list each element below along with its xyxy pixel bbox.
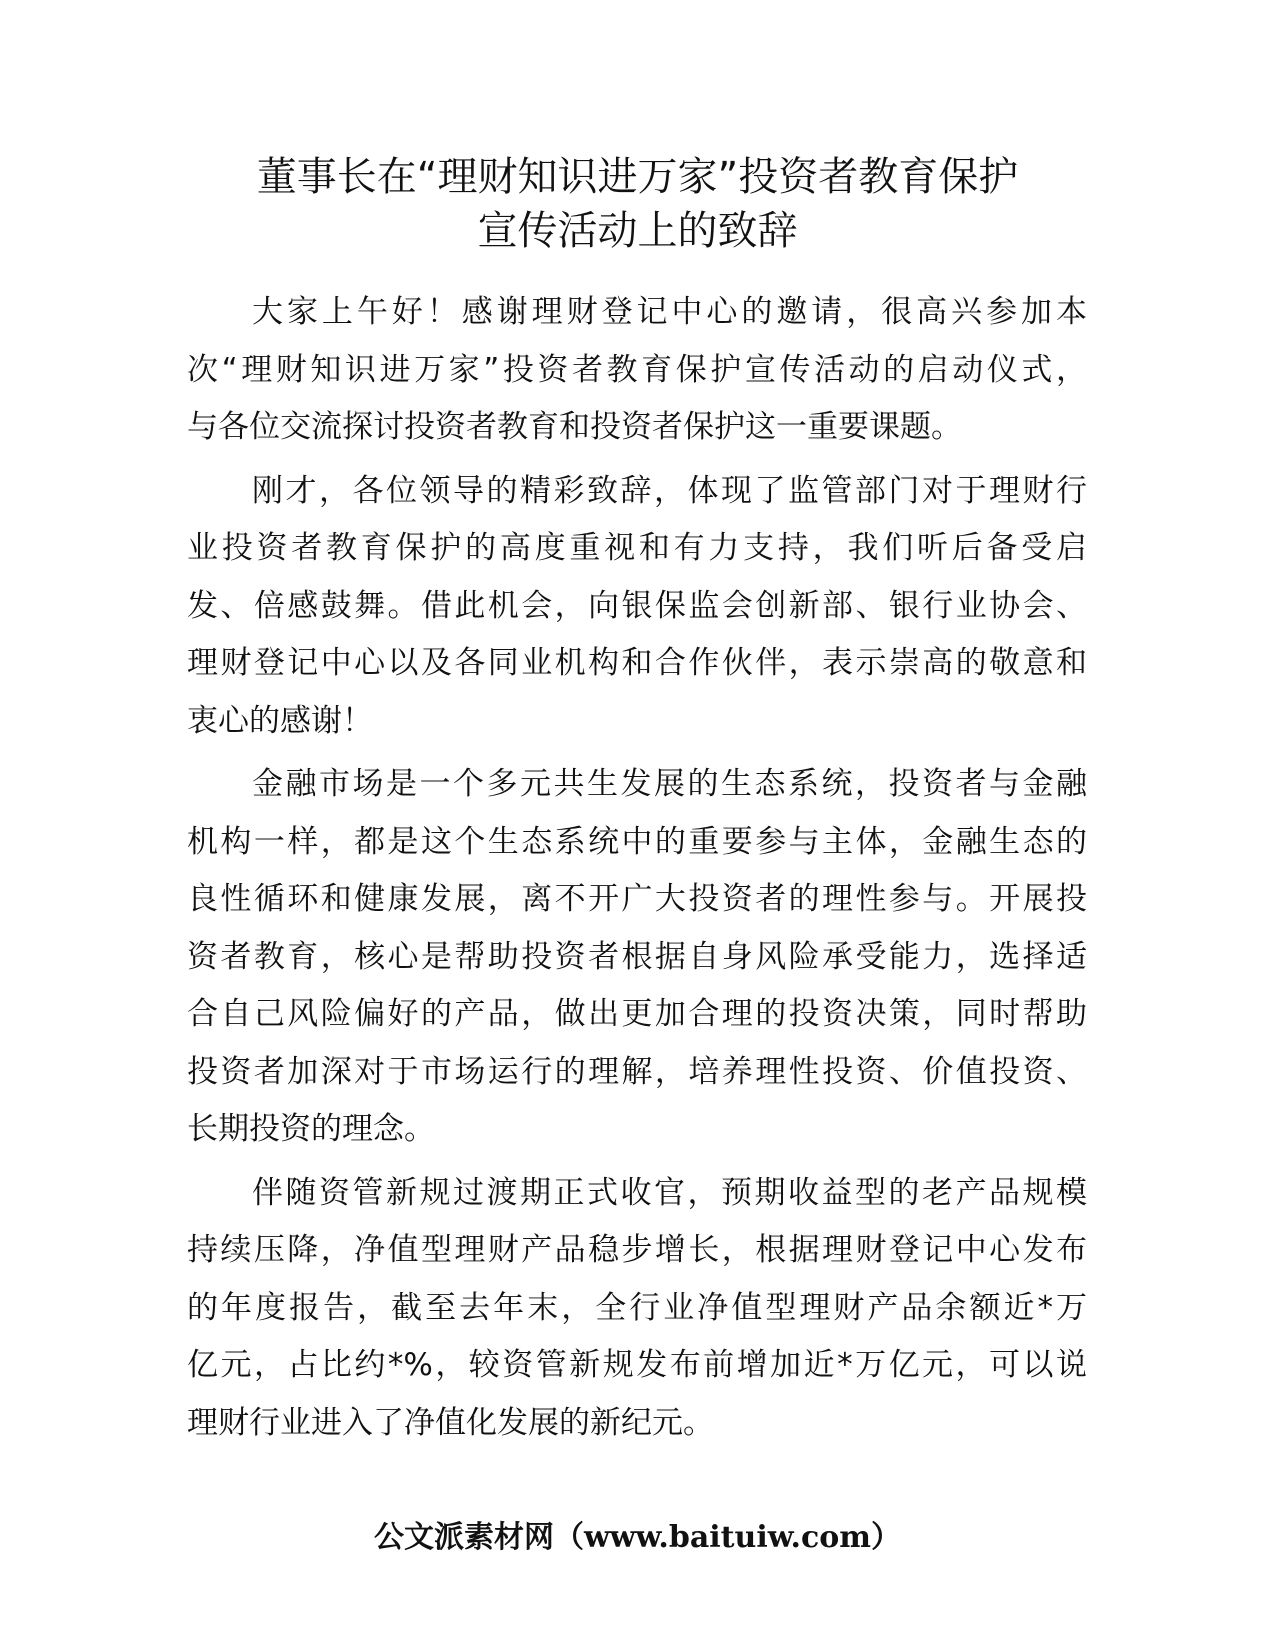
paragraph-3 xyxy=(187,756,1087,1159)
paragraph-line: 持续压降，净值型理财产品稳步增长，根据理财登记中心发布 xyxy=(187,1232,1087,1268)
paragraph-line: 的年度报告，截至去年末，全行业净值型理财产品余额近*万 xyxy=(187,1289,1087,1326)
paragraph-line: 发、倍感鼓舞。借此机会，向银保监会创新部、银行业协会、 xyxy=(187,587,1087,624)
paragraph-line: 金融市场是一个多元共生发展的生态系统，投资者与金融 xyxy=(252,766,1087,802)
paragraph-line: 刚才，各位领导的精彩致辞，体现了监管部门对于理财行 xyxy=(252,472,1087,509)
paragraph-line: 长期投资的理念。 xyxy=(187,1111,435,1147)
paragraph-line: 伴随资管新规过渡期正式收官，预期收益型的老产品规模 xyxy=(252,1174,1087,1211)
document-body xyxy=(187,284,1087,1458)
footer-watermark-text: 公文派素材网（www.baituiw.com） xyxy=(373,1520,902,1555)
paragraph-line: 次“理财知识进万家”投资者教育保护宣传活动的启动仪式， xyxy=(187,351,1087,388)
paragraph-4 xyxy=(187,1165,1087,1453)
paragraph-line: 亿元，占比约*%，较资管新规发布前增加近*万亿元，可以说 xyxy=(187,1347,1087,1383)
paragraph-1 xyxy=(187,284,1087,457)
paragraph-line: 合自己风险偏好的产品，做出更加合理的投资决策，同时帮助 xyxy=(187,996,1087,1032)
paragraph-line: 与各位交流探讨投资者教育和投资者保护这一重要课题。 xyxy=(187,409,962,445)
paragraph-line: 良性循环和健康发展，离不开广大投资者的理性参与。开展投 xyxy=(187,881,1087,917)
paragraph-line: 投资者加深对于市场运行的理解，培养理性投资、价值投资、 xyxy=(187,1053,1087,1090)
paragraph-line: 理财行业进入了净值化发展的新纪元。 xyxy=(187,1404,714,1441)
paragraph-line: 理财登记中心以及各同业机构和合作伙伴，表示崇高的敬意和 xyxy=(187,645,1087,681)
paragraph-2 xyxy=(187,463,1087,751)
title-line-1: 董事长在“理财知识进万家”投资者教育保护 xyxy=(256,154,1019,200)
document-title xyxy=(150,150,1125,258)
paragraph-line: 机构一样，都是这个生态系统中的重要参与主体，金融生态的 xyxy=(187,823,1087,860)
paragraph-line: 资者教育，核心是帮助投资者根据自身风险承受能力，选择适 xyxy=(187,938,1087,975)
title-line-2: 宣传活动上的致辞 xyxy=(477,208,798,254)
paragraph-line: 衷心的感谢！ xyxy=(187,702,373,739)
paragraph-line: 大家上午好！感谢理财登记中心的邀请，很高兴参加本 xyxy=(252,294,1087,330)
paragraph-line: 业投资者教育保护的高度重视和有力支持，我们听后备受启 xyxy=(187,530,1087,566)
